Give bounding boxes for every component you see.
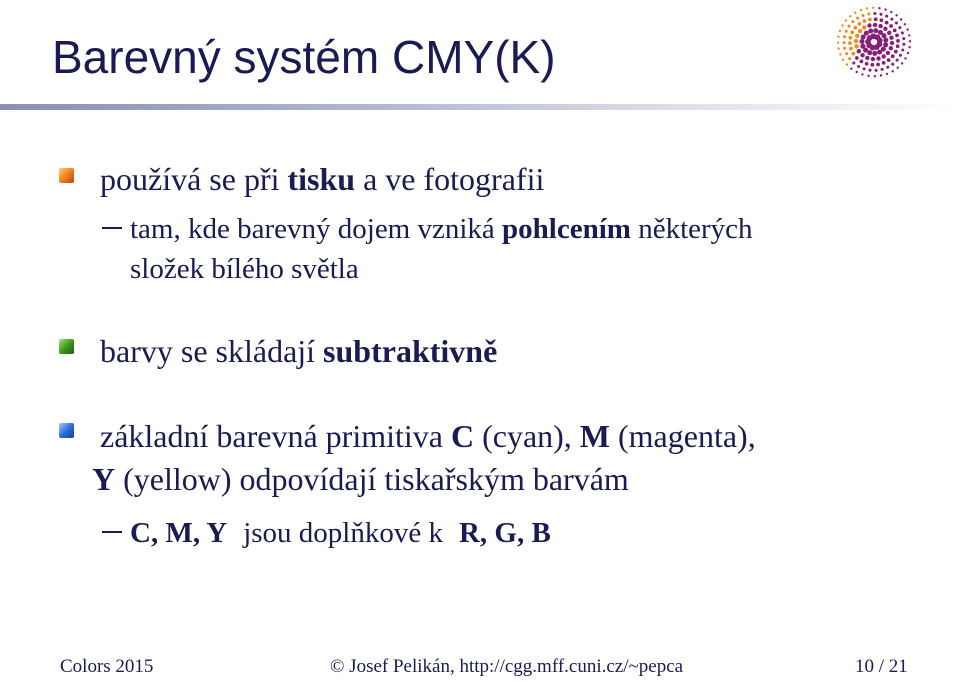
logo-dot: [880, 18, 884, 22]
logo-dot: [859, 39, 864, 44]
footer-course: Colors 2015: [60, 656, 154, 677]
logo-dot: [837, 36, 839, 38]
logo-dot: [860, 9, 862, 11]
logo-dot: [854, 39, 858, 43]
logo-dot: [858, 22, 862, 26]
logo-dot: [908, 46, 910, 48]
logo-dot: [878, 7, 880, 9]
logo-dot: [904, 57, 906, 59]
logo-dot: [873, 28, 878, 33]
logo-dot: [854, 44, 858, 48]
logo-dot: [893, 29, 897, 33]
logo-dot: [849, 47, 853, 51]
logo-dot: [891, 54, 895, 58]
logo-dot: [863, 19, 867, 23]
logo-dot: [871, 57, 875, 61]
logo-dot: [899, 54, 902, 57]
logo-dot: [850, 31, 854, 35]
bullet1-text-bold: tisku: [287, 161, 356, 197]
logo-dot: [889, 24, 893, 28]
logo-dot: [891, 63, 894, 66]
title-divider: [0, 104, 960, 110]
sub2-cmy: C, M, Y: [130, 517, 228, 549]
logo-dot: [873, 12, 876, 15]
dash-icon: [102, 227, 122, 229]
logo-dot: [843, 47, 846, 50]
footer-page-number: 10 / 21: [855, 656, 908, 677]
logo-dot: [868, 69, 871, 72]
logo-dot: [886, 66, 889, 69]
logo-dot: [839, 53, 841, 55]
logo-dot: [908, 34, 910, 36]
logo-dot: [904, 23, 906, 25]
bullet-green-icon: [59, 339, 74, 354]
logo-dot: [860, 44, 865, 49]
logo-dot: [870, 63, 874, 67]
sub2-text: jsou doplňkové k: [243, 517, 443, 549]
logo-dot: [850, 68, 852, 70]
sub1-text-bold: pohlcením: [502, 213, 631, 245]
logo-dot: [849, 15, 851, 17]
logo-dot: [846, 63, 848, 65]
logo-dot: [896, 39, 900, 43]
logo-dot: [896, 59, 899, 62]
logo-dot: [895, 34, 899, 38]
logo-dot: [883, 42, 888, 47]
logo-dot: [897, 67, 899, 69]
logo-dot: [884, 8, 886, 10]
logo-dot: [860, 53, 864, 57]
bullet-orange-icon: [59, 168, 74, 183]
bullet3-cyan: C: [450, 418, 475, 454]
logo-dot: [901, 62, 903, 64]
logo-dot: [851, 52, 855, 56]
logo-dot: [843, 35, 846, 38]
logo-dot: [901, 48, 904, 51]
logo-dot: [902, 37, 905, 40]
logo-dot: [867, 75, 869, 77]
logo-dot: [907, 52, 909, 54]
logo-dot: [875, 69, 878, 72]
slide-title: Barevný systém CMY(K): [52, 31, 556, 83]
logo-dot: [901, 31, 904, 34]
logo-dot: [909, 40, 911, 42]
logo-dot: [867, 23, 871, 27]
logo-dot: [845, 19, 847, 21]
logo-dot: [885, 15, 888, 18]
logo-dot: [886, 51, 890, 55]
logo-dot: [839, 30, 841, 32]
bullet3-yellow: Y: [92, 461, 116, 497]
logo-dot: [857, 49, 861, 53]
logo-dot: [872, 7, 874, 9]
logo-dot: [861, 14, 864, 17]
bullet-blue-icon: [59, 423, 74, 438]
footer-author: © Josef Pelikán, http://cgg.mff.cuni.cz/~pepca: [330, 656, 684, 677]
logo-dot: [837, 42, 839, 44]
logo-dot: [881, 68, 884, 71]
bullet1-text-pre: používá se při: [100, 161, 288, 197]
logo-dot: [855, 56, 859, 60]
bullet3-text-1: základní barevná primitiva: [100, 418, 451, 454]
sub1-text-pre: tam, kde barevný dojem vzniká: [130, 213, 503, 245]
logo-dot: [895, 14, 897, 16]
logo-dot: [848, 57, 851, 60]
logo-dot: [894, 50, 898, 54]
logo-dot: [866, 7, 868, 9]
subitem-absorption-line2: složek bílého světla: [130, 253, 359, 285]
bullet1-text-post: a ve fotografii: [355, 161, 545, 197]
logo-dot: [887, 31, 891, 35]
logo-dot: [853, 26, 857, 30]
logo-dot: [890, 18, 893, 21]
logo-dot: [900, 18, 902, 20]
logo-dot: [865, 62, 869, 66]
logo-dot: [881, 33, 886, 38]
logo-dot: [882, 61, 886, 65]
bullet3-text-3: (magenta),: [610, 418, 756, 454]
logo-dot: [889, 36, 893, 40]
logo-dot: [854, 12, 856, 14]
logo-dot: [858, 29, 862, 33]
logo-dot: [882, 54, 886, 58]
logo-dot: [874, 17, 878, 21]
logo-dot: [851, 20, 854, 23]
logo-dot: [876, 63, 880, 67]
logo-dot: [880, 74, 882, 76]
logo-dot: [879, 13, 882, 16]
bullet3-text-2: (cyan),: [474, 418, 580, 454]
bullet2-text-bold: subtraktivně: [323, 333, 498, 369]
logo-dot: [860, 60, 864, 64]
logo-dot: [842, 59, 844, 61]
logo-dot: [889, 46, 893, 50]
logo-dot: [873, 23, 877, 27]
logo-dot: [845, 52, 848, 55]
logo-dot: [838, 47, 840, 49]
sub1-text-post: některých: [630, 213, 753, 245]
logo-dot: [885, 21, 889, 25]
logo-dot: [861, 73, 863, 75]
bullet-item-printing: [100, 160, 544, 198]
logo-dot: [852, 61, 855, 64]
logo-dot: [855, 34, 859, 38]
logo-dot: [892, 70, 894, 72]
logo-dot: [865, 56, 869, 60]
logo-dot: [896, 44, 900, 48]
logo-dot: [906, 28, 908, 30]
logo-dot: [883, 38, 888, 43]
logo-dot: [877, 50, 882, 55]
subitem-complementary: [130, 514, 551, 552]
logo-dot: [857, 65, 860, 68]
logo-dot: [895, 21, 898, 24]
logo-dot: [876, 56, 880, 60]
bullet-item-primitives: [100, 417, 756, 455]
logo-dot: [856, 17, 859, 20]
subitem-absorption: [130, 210, 753, 248]
logo-dot: [883, 27, 887, 31]
logo-dot: [845, 30, 848, 33]
logo-dot: [867, 50, 872, 55]
logo-dot: [864, 31, 869, 36]
logo-dot: [878, 24, 882, 28]
bullet3-magenta: M: [579, 418, 610, 454]
logo-dot: [887, 58, 891, 62]
logo-dot: [842, 41, 845, 44]
logo-dot: [902, 43, 905, 46]
bullet-item-subtractive: [100, 332, 497, 370]
logo-dot: [848, 41, 852, 45]
logo-dot: [849, 36, 853, 40]
logo-dot: [841, 24, 843, 26]
logo-dot: [868, 28, 873, 33]
logo-dot: [886, 73, 888, 75]
bullet2-text-pre: barvy se skládají: [100, 333, 324, 369]
logo-dot: [872, 51, 877, 56]
logo-dot: [868, 18, 872, 22]
logo-dot: [863, 67, 866, 70]
logo-dot: [890, 11, 892, 13]
logo-dot: [898, 26, 901, 29]
bullet3-text-4: (yellow) odpovídají tiskařským barvám: [115, 461, 629, 497]
dash-icon: [102, 531, 122, 533]
logo-dot: [856, 71, 858, 73]
logo-dot: [874, 75, 876, 77]
logo-dot: [867, 12, 870, 15]
logo-dot: [874, 44, 880, 50]
logo-dot: [847, 25, 850, 28]
sub2-rgb: R, G, B: [458, 517, 551, 549]
bullet-item-primitives-line2: [92, 460, 629, 498]
logo-dot: [862, 25, 866, 29]
logo-dot: [890, 41, 894, 45]
cgg-logo-icon: [828, 2, 920, 82]
